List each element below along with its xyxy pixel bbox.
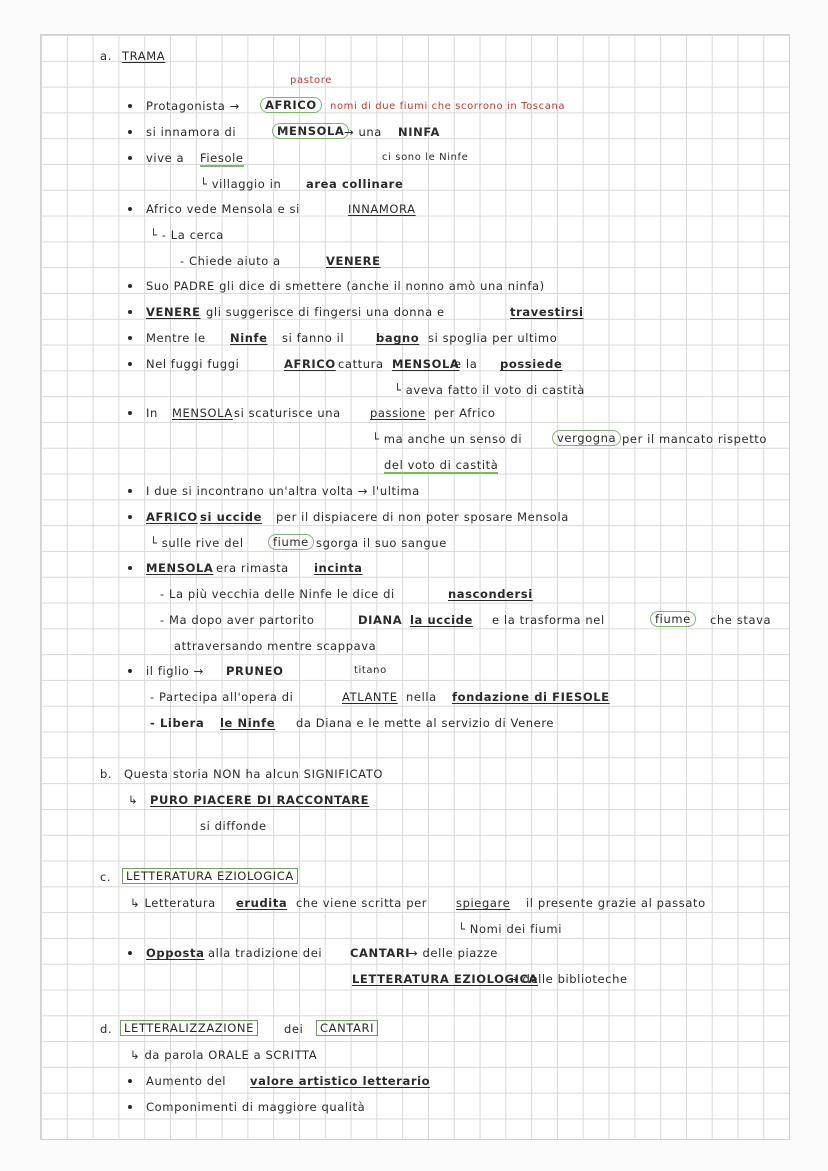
word-incinta: incinta xyxy=(314,561,363,575)
bullet xyxy=(128,1105,132,1109)
word-area-collinare: area collinare xyxy=(306,177,404,191)
word-mensola-4: MENSOLA xyxy=(146,561,214,575)
word-ninfa: NINFA xyxy=(398,125,440,139)
line-suggerisce: gli suggerisce di fingersi una donna e xyxy=(206,305,445,319)
arrow-icon: ↳ xyxy=(128,793,139,807)
line-partorito: - Ma dopo aver partorito xyxy=(160,613,315,627)
bullet xyxy=(128,515,132,519)
word-pruneo: PRUNEO xyxy=(226,664,284,678)
bullet xyxy=(128,1079,132,1083)
line-due-incontrano: I due si incontrano un'altra volta → l'ultima xyxy=(146,484,420,498)
section-b-sub: PURO PIACERE DI RACCONTARE xyxy=(150,793,370,807)
section-c-title: LETTERATURA EZIOLOGICA xyxy=(122,868,298,884)
line-piazze: → delle piazze xyxy=(408,946,498,960)
line-per-africo: per Africo xyxy=(434,406,496,420)
line-fuggi: Nel fuggi fuggi xyxy=(146,357,240,371)
word-travestirsi: travestirsi xyxy=(510,305,584,319)
word-africo-3: AFRICO xyxy=(146,510,198,524)
section-d-title: LETTERALIZZAZIONE xyxy=(120,1020,258,1036)
section-b-letter: b. xyxy=(100,767,113,781)
word-fiume: fiume xyxy=(268,534,314,550)
line-che-stava: che stava xyxy=(710,613,772,627)
line-tradizione: alla tradizione dei xyxy=(208,946,323,960)
word-fondazione: fondazione di FIESOLE xyxy=(452,690,610,704)
word-fiesole: Fiesole xyxy=(200,151,244,165)
line-attraversando: attraversando mentre scappava xyxy=(174,639,377,653)
line-vive: vive a xyxy=(146,151,185,165)
annotation-ninfe: ci sono le Ninfe xyxy=(382,152,469,163)
word-venere: VENERE xyxy=(326,254,381,268)
bullet xyxy=(128,207,132,211)
line-chiede-aiuto: - Chiede aiuto a xyxy=(180,254,281,268)
line-dispiacere: per il dispiacere di non poter sposare Mensola xyxy=(276,510,569,524)
line-fanno: si fanno il xyxy=(282,331,345,345)
word-le-ninfe: le Ninfe xyxy=(220,716,276,730)
line-cerca: └ - La cerca xyxy=(150,228,224,242)
bullet xyxy=(128,362,132,366)
bullet xyxy=(128,669,132,673)
word-spiegare: spiegare xyxy=(456,896,511,910)
line-castita: └ aveva fatto il voto di castità xyxy=(394,383,585,397)
bullet xyxy=(128,489,132,493)
bullet xyxy=(128,130,132,134)
line-nella: nella xyxy=(406,690,437,704)
word-ninfe: Ninfe xyxy=(230,331,268,345)
word-la-uccide: la uccide xyxy=(410,613,473,627)
bullet xyxy=(128,336,132,340)
line-trasforma: e la trasforma nel xyxy=(492,613,605,627)
annotation-titano: titano xyxy=(354,665,387,676)
word-cantari: CANTARI xyxy=(350,946,411,960)
line-africo-vede: Africo vede Mensola e si xyxy=(146,202,300,216)
line-una: → una xyxy=(344,125,382,139)
word-passione: passione xyxy=(370,406,426,420)
word-bagno: bagno xyxy=(376,331,420,345)
line-scritta: che viene scritta per xyxy=(296,896,428,910)
line-parola-orale: ↳ da parola ORALE a SCRITTA xyxy=(130,1048,318,1062)
section-a-title: TRAMA xyxy=(122,49,166,63)
line-letteratura: ↳ Letteratura xyxy=(130,896,216,910)
word-mensola-3: MENSOLA xyxy=(172,406,233,420)
line-vecchia: - La più vecchia delle Ninfe le dice di xyxy=(160,587,395,601)
bullet xyxy=(128,104,132,108)
word-fiume-2: fiume xyxy=(650,611,696,627)
line-sangue: sgorga il suo sangue xyxy=(316,536,447,550)
line-cattura: cattura xyxy=(338,357,384,371)
bullet xyxy=(128,310,132,314)
word-atlante: ATLANTE xyxy=(342,690,398,704)
line-componimenti: Componimenti di maggiore qualità xyxy=(146,1100,366,1114)
word-venere-2: VENERE xyxy=(146,305,201,319)
bullet xyxy=(128,156,132,160)
line-presente: il presente grazie al passato xyxy=(526,896,706,910)
line-e-la: e la xyxy=(454,357,478,371)
word-mensola-2: MENSOLA xyxy=(392,357,460,371)
word-africo: AFRICO xyxy=(260,97,322,113)
word-diana: DIANA xyxy=(358,613,403,627)
word-innamora: INNAMORA xyxy=(348,202,416,216)
annotation-pastore: pastore xyxy=(290,75,332,86)
section-d-letter: d. xyxy=(100,1022,113,1036)
word-mensola: MENSOLA xyxy=(272,123,349,139)
section-d-mid: dei xyxy=(284,1022,304,1036)
line-in: In xyxy=(146,406,158,420)
word-nascondersi: nascondersi xyxy=(448,587,533,601)
line-ma-anche: └ ma anche un senso di xyxy=(372,432,523,446)
line-protagonista: Protagonista → xyxy=(146,99,240,113)
line-mentre: Mentre le xyxy=(146,331,206,345)
section-c-letter: c. xyxy=(100,870,112,884)
bullet xyxy=(128,284,132,288)
section-a-letter: a. xyxy=(100,49,112,63)
section-b-sub2: si diffonde xyxy=(200,819,267,833)
line-scaturisce: si scaturisce una xyxy=(234,406,341,420)
annotation-fiumi: nomi di due fiumi che scorrono in Toscana xyxy=(330,101,566,112)
line-mancato: per il mancato rispetto xyxy=(622,432,768,446)
line-rive: └ sulle rive del xyxy=(150,536,244,550)
word-africo-2: AFRICO xyxy=(284,357,336,371)
line-partecipa: - Partecipa all'opera di xyxy=(150,690,294,704)
line-libera: - Libera xyxy=(150,716,205,730)
word-letteratura-eziologica: LETTERATURA EZIOLOGICA xyxy=(352,972,538,986)
word-valore-artistico: valore artistico letterario xyxy=(250,1074,431,1088)
bullet xyxy=(128,411,132,415)
word-possiede: possiede xyxy=(500,357,563,371)
line-nomi-fiumi: └ Nomi dei fiumi xyxy=(458,922,563,936)
line-innamora: si innamora di xyxy=(146,125,237,139)
line-da-diana: da Diana e le mette al servizio di Venere xyxy=(296,716,555,730)
section-b-title: Questa storia NON ha alcun SIGNIFICATO xyxy=(124,767,383,781)
line-villaggio: └ villaggio in xyxy=(200,177,282,191)
line-padre: Suo PADRE gli dice di smettere (anche il nonno amò una ninfa) xyxy=(146,279,545,293)
line-rimasta: era rimasta xyxy=(216,561,289,575)
word-erudita: erudita xyxy=(236,896,288,910)
word-opposta: Opposta xyxy=(146,946,205,960)
bullet xyxy=(128,951,132,955)
bullet xyxy=(128,566,132,570)
line-aumento: Aumento del xyxy=(146,1074,227,1088)
line-voto: del voto di castità xyxy=(384,458,499,472)
line-biblioteche: → delle biblioteche xyxy=(508,972,628,986)
word-si-uccide: si uccide xyxy=(200,510,262,524)
word-vergogna: vergogna xyxy=(552,430,621,446)
section-d-title2: CANTARI xyxy=(316,1020,378,1036)
line-spoglia: si spoglia per ultimo xyxy=(428,331,558,345)
line-figlio: il figlio → xyxy=(146,664,204,678)
